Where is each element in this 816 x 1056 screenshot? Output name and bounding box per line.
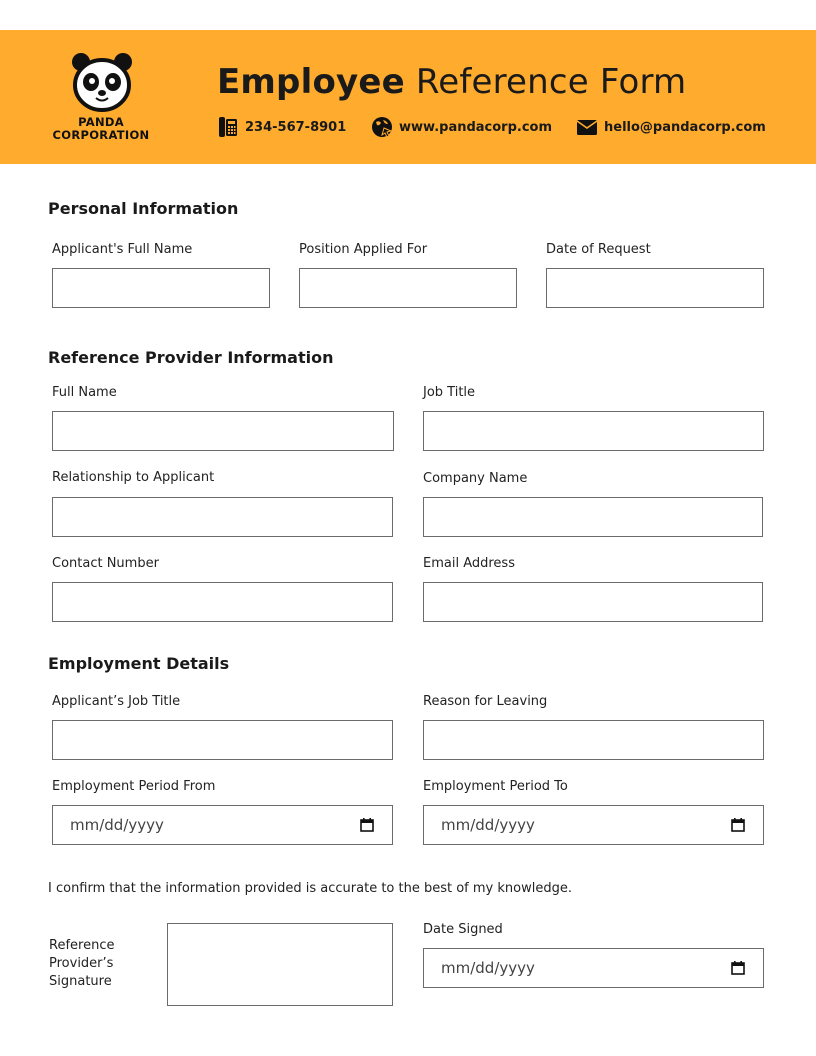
email-label: Email Address — [423, 556, 515, 571]
period-from-field[interactable] — [52, 805, 393, 845]
signature-label-line1: Reference — [49, 938, 115, 953]
calendar-icon[interactable] — [360, 818, 374, 832]
position-label: Position Applied For — [299, 242, 428, 257]
header-banner — [0, 30, 816, 164]
period-to-label: Employment Period To — [423, 779, 568, 794]
applicant-name-field[interactable] — [52, 268, 270, 308]
contact-number-field[interactable] — [52, 582, 393, 622]
contact-phone — [217, 116, 346, 138]
company-name-line1: PANDA — [78, 115, 124, 129]
signature-label-line3: Signature — [49, 974, 112, 989]
title-rest: Reference Form — [415, 62, 687, 102]
page-title — [217, 62, 686, 102]
date-request-field[interactable] — [546, 268, 764, 308]
section-employment-title: Employment Details — [48, 654, 230, 673]
applicant-job-label: Applicant’s Job Title — [52, 694, 181, 709]
contact-website — [371, 116, 552, 138]
date-signed-field[interactable] — [423, 948, 764, 988]
date-signed-label: Date Signed — [423, 922, 503, 937]
calendar-icon[interactable] — [731, 961, 745, 975]
provider-name-field[interactable] — [52, 411, 394, 451]
phone-icon — [217, 116, 239, 138]
globe-icon — [371, 116, 393, 138]
company-name — [48, 116, 154, 142]
date-signed-placeholder: mm/dd/yyyy — [441, 959, 535, 977]
date-request-label: Date of Request — [546, 242, 651, 257]
signature-label — [49, 937, 139, 991]
period-to-field[interactable] — [423, 805, 764, 845]
signature-field[interactable] — [167, 923, 393, 1006]
phone-number: 234-567-8901 — [245, 119, 347, 135]
company-field[interactable] — [423, 497, 763, 537]
section-provider-title: Reference Provider Information — [48, 348, 334, 367]
calendar-icon[interactable] — [731, 818, 745, 832]
provider-job-field[interactable] — [423, 411, 764, 451]
provider-job-label: Job Title — [423, 385, 476, 400]
signature-label-line2: Provider’s — [49, 956, 114, 971]
title-bold: Employee — [217, 62, 405, 102]
period-to-placeholder: mm/dd/yyyy — [441, 816, 535, 834]
applicant-name-label: Applicant's Full Name — [52, 242, 193, 257]
section-personal-title: Personal Information — [48, 199, 239, 218]
period-from-label: Employment Period From — [52, 779, 216, 794]
contact-email — [576, 116, 766, 138]
website-url: www.pandacorp.com — [399, 119, 553, 135]
email-field[interactable] — [423, 582, 763, 622]
reason-label: Reason for Leaving — [423, 694, 548, 709]
position-field[interactable] — [299, 268, 517, 308]
relationship-label: Relationship to Applicant — [52, 470, 215, 485]
reason-field[interactable] — [423, 720, 764, 760]
company-label: Company Name — [423, 471, 528, 486]
panda-logo — [70, 52, 134, 112]
envelope-icon — [576, 118, 598, 136]
confirmation-statement: I confirm that the information provided is accurate to the best of my knowledge. — [48, 881, 572, 896]
provider-name-label: Full Name — [52, 385, 117, 400]
company-name-line2: CORPORATION — [52, 128, 150, 142]
email-address: hello@pandacorp.com — [604, 119, 766, 135]
contact-number-label: Contact Number — [52, 556, 159, 571]
applicant-job-field[interactable] — [52, 720, 393, 760]
period-from-placeholder: mm/dd/yyyy — [70, 816, 164, 834]
relationship-field[interactable] — [52, 497, 393, 537]
